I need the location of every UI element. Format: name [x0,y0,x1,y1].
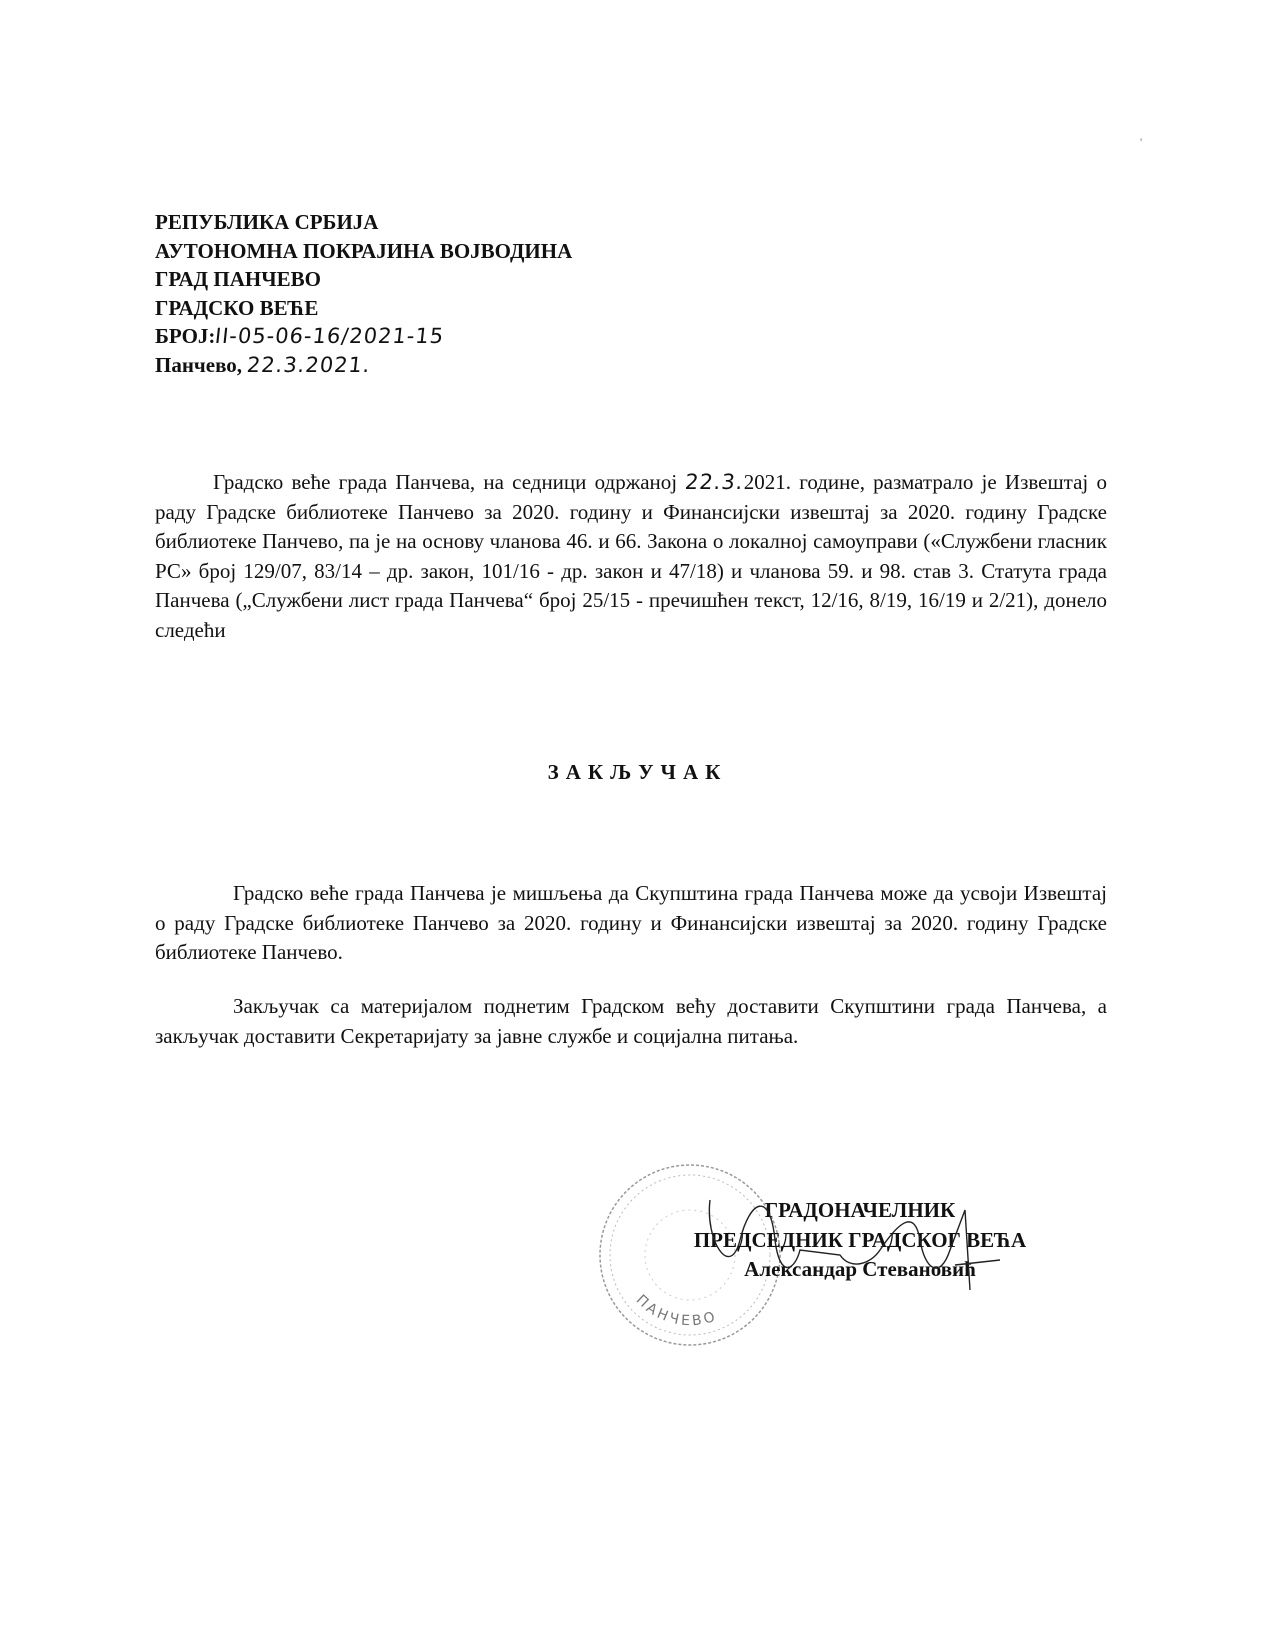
signature-title-president: ПРЕДСЕДНИК ГРАДСКОГ ВЕЋА [693,1227,1027,1252]
document-header [155,208,572,379]
signature-name: Александар Стевановић [744,1257,976,1281]
header-line-province: АУТОНОМНА ПОКРАЈИНА ВОЈВОДИНА [155,238,573,263]
header-number [155,322,572,351]
conclusion-text: Градско веће града Панчева је мишљења да Скупштина града Панчева може да усвоји Извештај о раду Градске библиотеке Панчево за 2020. годину и Финансијски извештај за 2020. годину Градске библиотеке Панчево. [155,881,1107,964]
stamp-text: ПАНЧЕВО [632,1291,720,1330]
intro-paragraph [155,468,1107,645]
date-handwritten: 22.3.2021. [246,352,373,377]
intro-text-rest: 2021. године, разматрало је Извештај о раду Градске библиотеке Панчево за 2020. годину и Финансијски извештај за 2020. годину Градске библиотеке Панчево, па је на основу чланова 46. и 66. Закона о локалној самоуправи («Службени гласник РС» број 129/07, 83/14 – др. закон, 101/16 - др. закон и 47/18) и чланова 59. и 98. став 3. Статута града Панчева („Службени лист града Панчева“ број 25/15 - пречишћен текст, 12/16, 8/19, 16/19 и 2/21), донело следећи [155,470,1107,642]
header-line-republic: РЕПУБЛИКА СРБИЈА [155,210,379,234]
intro-date-handwritten: 22.3. [684,470,746,494]
delivery-text: Закључак са материјалом поднетим Градском већу доставити Скупштини града Панчева, а закључак доставити Секретаријату за јавне службе и социјална питања. [155,994,1107,1048]
number-label: БРОЈ: [155,324,216,348]
handwritten-signature [700,1180,1020,1300]
intro-text-start: Градско веће града Панчева, на седници одржаној [213,470,686,494]
signature-title-mayor: ГРАДОНАЧЕЛНИК [764,1198,956,1222]
conclusion-paragraph [155,879,1107,968]
header-date [155,351,572,380]
number-handwritten: II-05-06-16/2021-15 [214,324,446,348]
header-line-city: ГРАД ПАНЧЕВО [155,267,321,291]
scan-speck: ' [1140,135,1143,149]
delivery-paragraph [155,992,1107,1051]
document-title: ЗАКЉУЧАК [547,760,728,784]
place-label: Панчево, [155,352,243,377]
header-line-council: ГРАДСКО ВЕЋЕ [155,295,319,320]
